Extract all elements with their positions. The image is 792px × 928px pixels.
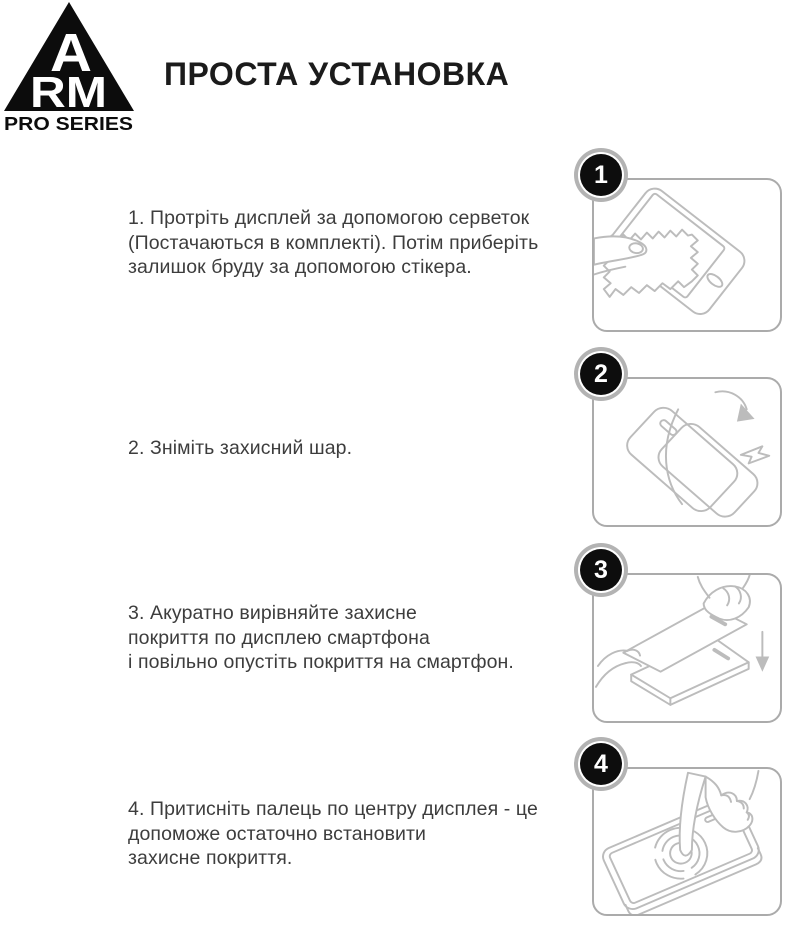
logo-letters-rm: RM: [30, 68, 107, 117]
step-text-line: захисне покриття.: [128, 847, 293, 870]
step-text-line: покриття по дисплею смартфона: [128, 626, 430, 649]
step-1-number-badge: [580, 154, 622, 196]
arm-triangle-logo-icon: [2, 0, 136, 134]
step-4-panel: [592, 749, 782, 916]
wipe-display-illustration-icon: [594, 180, 780, 330]
step-text-line: і повільно опустіть покриття на смартфон.: [128, 651, 514, 674]
step-1-panel: [592, 160, 782, 332]
step-text-line: залишок бруду за допомогою стікера.: [128, 256, 472, 279]
press-finger-illustration-icon: [594, 769, 780, 914]
step-number: 3: [594, 555, 608, 584]
brand-logo: [2, 0, 136, 134]
align-protector-illustration-icon: [594, 575, 780, 721]
step-number: 1: [594, 160, 608, 189]
step-number: 4: [594, 749, 608, 778]
step-text-line: 3. Акуратно вирівняйте захисне: [128, 602, 417, 624]
step-text-line: 1. Протріть дисплей за допомогою серветок: [128, 207, 530, 229]
step-1-text: [128, 206, 588, 280]
step-2-text: [128, 436, 588, 461]
logo-letter-a: A: [50, 23, 92, 83]
step-2-panel: [592, 359, 782, 527]
step-4-number-badge: [580, 743, 622, 785]
page-title: ПРОСТА УСТАНОВКА: [164, 56, 510, 92]
step-4-text: [128, 797, 588, 871]
step-3-panel: [592, 555, 782, 723]
step-text-line: 2. Зніміть захисний шар.: [128, 437, 353, 459]
peel-layer-illustration-icon: [594, 379, 780, 525]
logo-subtitle: PRO SERIES: [4, 114, 133, 134]
step-text-line: допоможе остаточно встановити: [128, 822, 427, 845]
step-text-line: 4. Притисніть палець по центру дисплея - це: [128, 798, 538, 820]
step-3-number-badge: [580, 549, 622, 591]
step-number: 2: [594, 359, 608, 388]
step-2-number-badge: [580, 353, 622, 395]
step-3-text: [128, 601, 588, 675]
step-text-line: (Постачаються в комплекті). Потім приберіть: [128, 231, 539, 254]
